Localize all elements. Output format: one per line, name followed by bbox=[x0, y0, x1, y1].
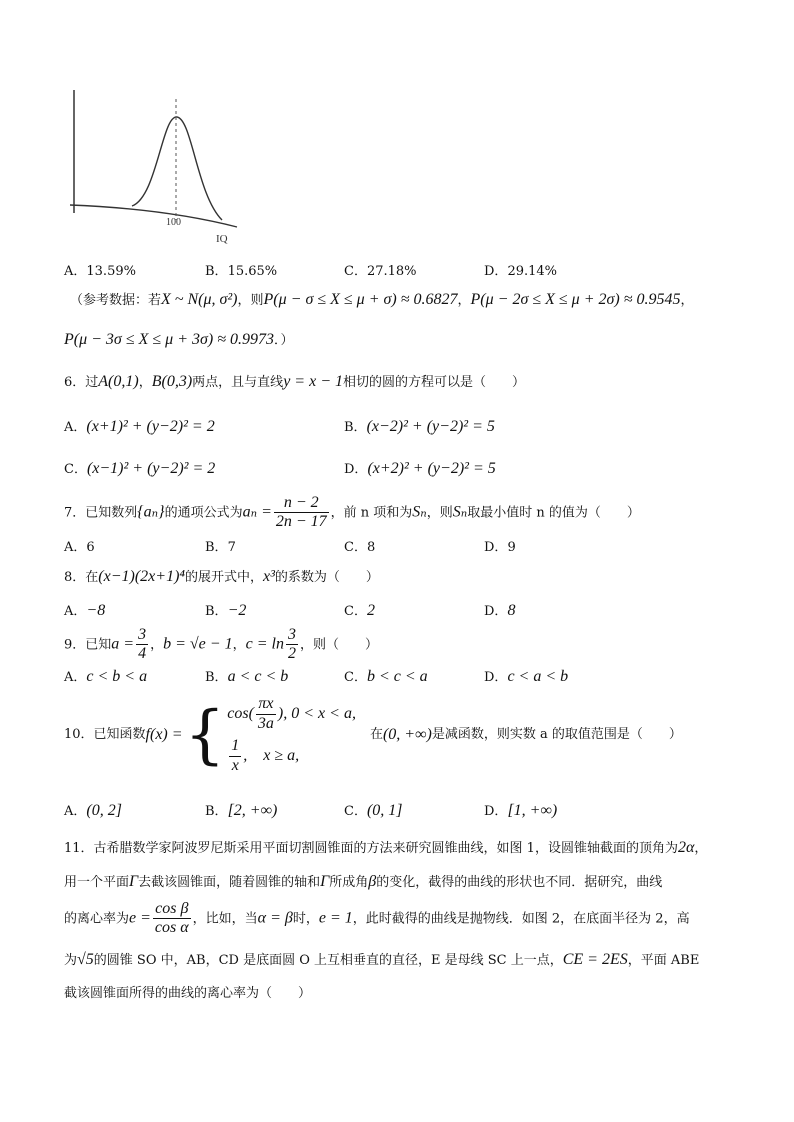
q11-eccentricity-fraction: $\frac{\text{cos β}}{\text{cos α}}$ bbox=[154, 900, 189, 937]
q11-line1: 11．古希腊数学家阿波罗尼斯采用平面切割圆锥面的方法来研究圆锥曲线，如图 1，设圆锥轴截面的顶角为2α， bbox=[64, 839, 708, 856]
q8-option-d[interactable]: D．8 bbox=[484, 602, 516, 619]
axis-label: IQ bbox=[216, 233, 228, 245]
peak-label: 100 bbox=[166, 217, 181, 228]
q8-option-b[interactable]: B．−2 bbox=[205, 602, 247, 619]
q9-c-fraction: $\frac{3}{2}$ bbox=[287, 626, 296, 663]
q8-stem: 8．在(x−1)(2x+1)⁴的展开式中，x³的系数为（ ） bbox=[64, 568, 379, 585]
q9-option-d[interactable]: D．c < a < b bbox=[484, 668, 569, 685]
q8-option-c[interactable]: C．2 bbox=[344, 602, 375, 619]
q11-line5: 截该圆锥面所得的曲线的离心率为（ ） bbox=[64, 986, 312, 1001]
q11-line2: 用一个平面Γ去截该圆锥面，随着圆锥的轴和Γ所成角β的变化，截得的曲线的形状也不同．据研究，曲线 bbox=[64, 873, 663, 890]
q9-a-fraction: $\frac{3}{4}$ bbox=[138, 626, 147, 663]
q5-reference-line2: P(μ − 3σ ≤ X ≤ μ + 3σ) ≈ 0.9973．） bbox=[64, 331, 294, 348]
q6-stem: 6．过A(0,1)，B(0,3)两点，且与直线y = x − 1相切的圆的方程可以是（ ） bbox=[64, 373, 525, 390]
q7-option-b[interactable]: B．7 bbox=[205, 540, 236, 555]
q5-reference-line1: （参考数据：若X ~ N(μ, σ²)，则P(μ − σ ≤ X ≤ μ + σ) ≈ 0.6827，P(μ − 2σ ≤ X ≤ μ + 2σ) ≈ 0.9545， bbox=[70, 291, 694, 308]
q7-option-a[interactable]: A．6 bbox=[64, 540, 95, 555]
q10-case1-fraction: $\frac{\pi x}{3a}$ bbox=[257, 695, 274, 732]
q7-option-d[interactable]: D．9 bbox=[484, 540, 516, 555]
q10-option-d[interactable]: D．[1, +∞) bbox=[484, 802, 558, 819]
iq-distribution-graph bbox=[62, 85, 262, 245]
q10-option-b[interactable]: B．[2, +∞) bbox=[205, 802, 278, 819]
q7-stem: 7．已知数列{aₙ}的通项公式为aₙ = $\frac{n - 2}{2n - 17}$ ，前 n 项和为Sₙ，则Sₙ取最小值时 n 的值为（ ） bbox=[64, 494, 640, 531]
q10-option-c[interactable]: C．(0, 1] bbox=[344, 802, 403, 819]
q5-option-c[interactable]: C．27.18% bbox=[344, 264, 417, 279]
q5-option-b[interactable]: B．15.65% bbox=[205, 264, 278, 279]
q9-option-c[interactable]: C．b < c < a bbox=[344, 668, 428, 685]
q10-cases: cos( $\frac{\pi x}{3a}$ ), 0 < x < a, $\frac{1}{x}$ , x ≥ a, bbox=[227, 695, 356, 774]
q9-option-b[interactable]: B．a < c < b bbox=[205, 668, 289, 685]
q10-stem: 10．已知函数 f(x) = { cos( $\frac{\pi x}{3a}$ ), 0 < x < a, $\frac{1}{x}$ , x ≥ a, 在 (0, +∞) 是减函数，则实数 a 的取值范围是（ ） bbox=[64, 693, 682, 777]
q5-option-d[interactable]: D．29.14% bbox=[484, 264, 558, 279]
q6-option-c[interactable]: C．(x−1)² + (y−2)² = 2 bbox=[64, 460, 216, 477]
q8-option-a[interactable]: A．−8 bbox=[64, 602, 106, 619]
q5-option-a[interactable]: A．13.59% bbox=[64, 264, 136, 279]
q7-option-c[interactable]: C．8 bbox=[344, 540, 376, 555]
baseline-curve bbox=[70, 205, 237, 227]
q10-case2-fraction: $\frac{1}{x}$ bbox=[231, 737, 240, 774]
q7-fraction: $\frac{n - 2}{2n - 17}$ bbox=[275, 494, 327, 531]
q6-option-d[interactable]: D．(x+2)² + (y−2)² = 5 bbox=[344, 460, 496, 477]
q6-option-a[interactable]: A．(x+1)² + (y−2)² = 2 bbox=[64, 418, 215, 435]
q6-option-b[interactable]: B．(x−2)² + (y−2)² = 5 bbox=[344, 418, 495, 435]
q9-option-a[interactable]: A．c < b < a bbox=[64, 668, 148, 685]
left-brace-icon: { bbox=[184, 698, 226, 772]
q11-line4: 为√5的圆锥 SO 中，AB，CD 是底面圆 O 上互相垂直的直径，E 是母线 SC 上一点，CE = 2ES，平面 ABE bbox=[64, 951, 700, 968]
q11-line3: 的离心率为e = $\frac{\text{cos β}}{\text{cos α}}$ ，比如，当α = β时，e = 1，此时截得的曲线是抛物线．如图 2，在底面半径为 2，高 bbox=[64, 900, 690, 937]
q9-stem: 9．已知a = $\frac{3}{4}$ ，b = √e − 1，c = ln $\frac{3}{2}$ ，则（ ） bbox=[64, 626, 378, 663]
q10-option-a[interactable]: A．(0, 2] bbox=[64, 802, 122, 819]
bell-curve bbox=[132, 117, 222, 220]
